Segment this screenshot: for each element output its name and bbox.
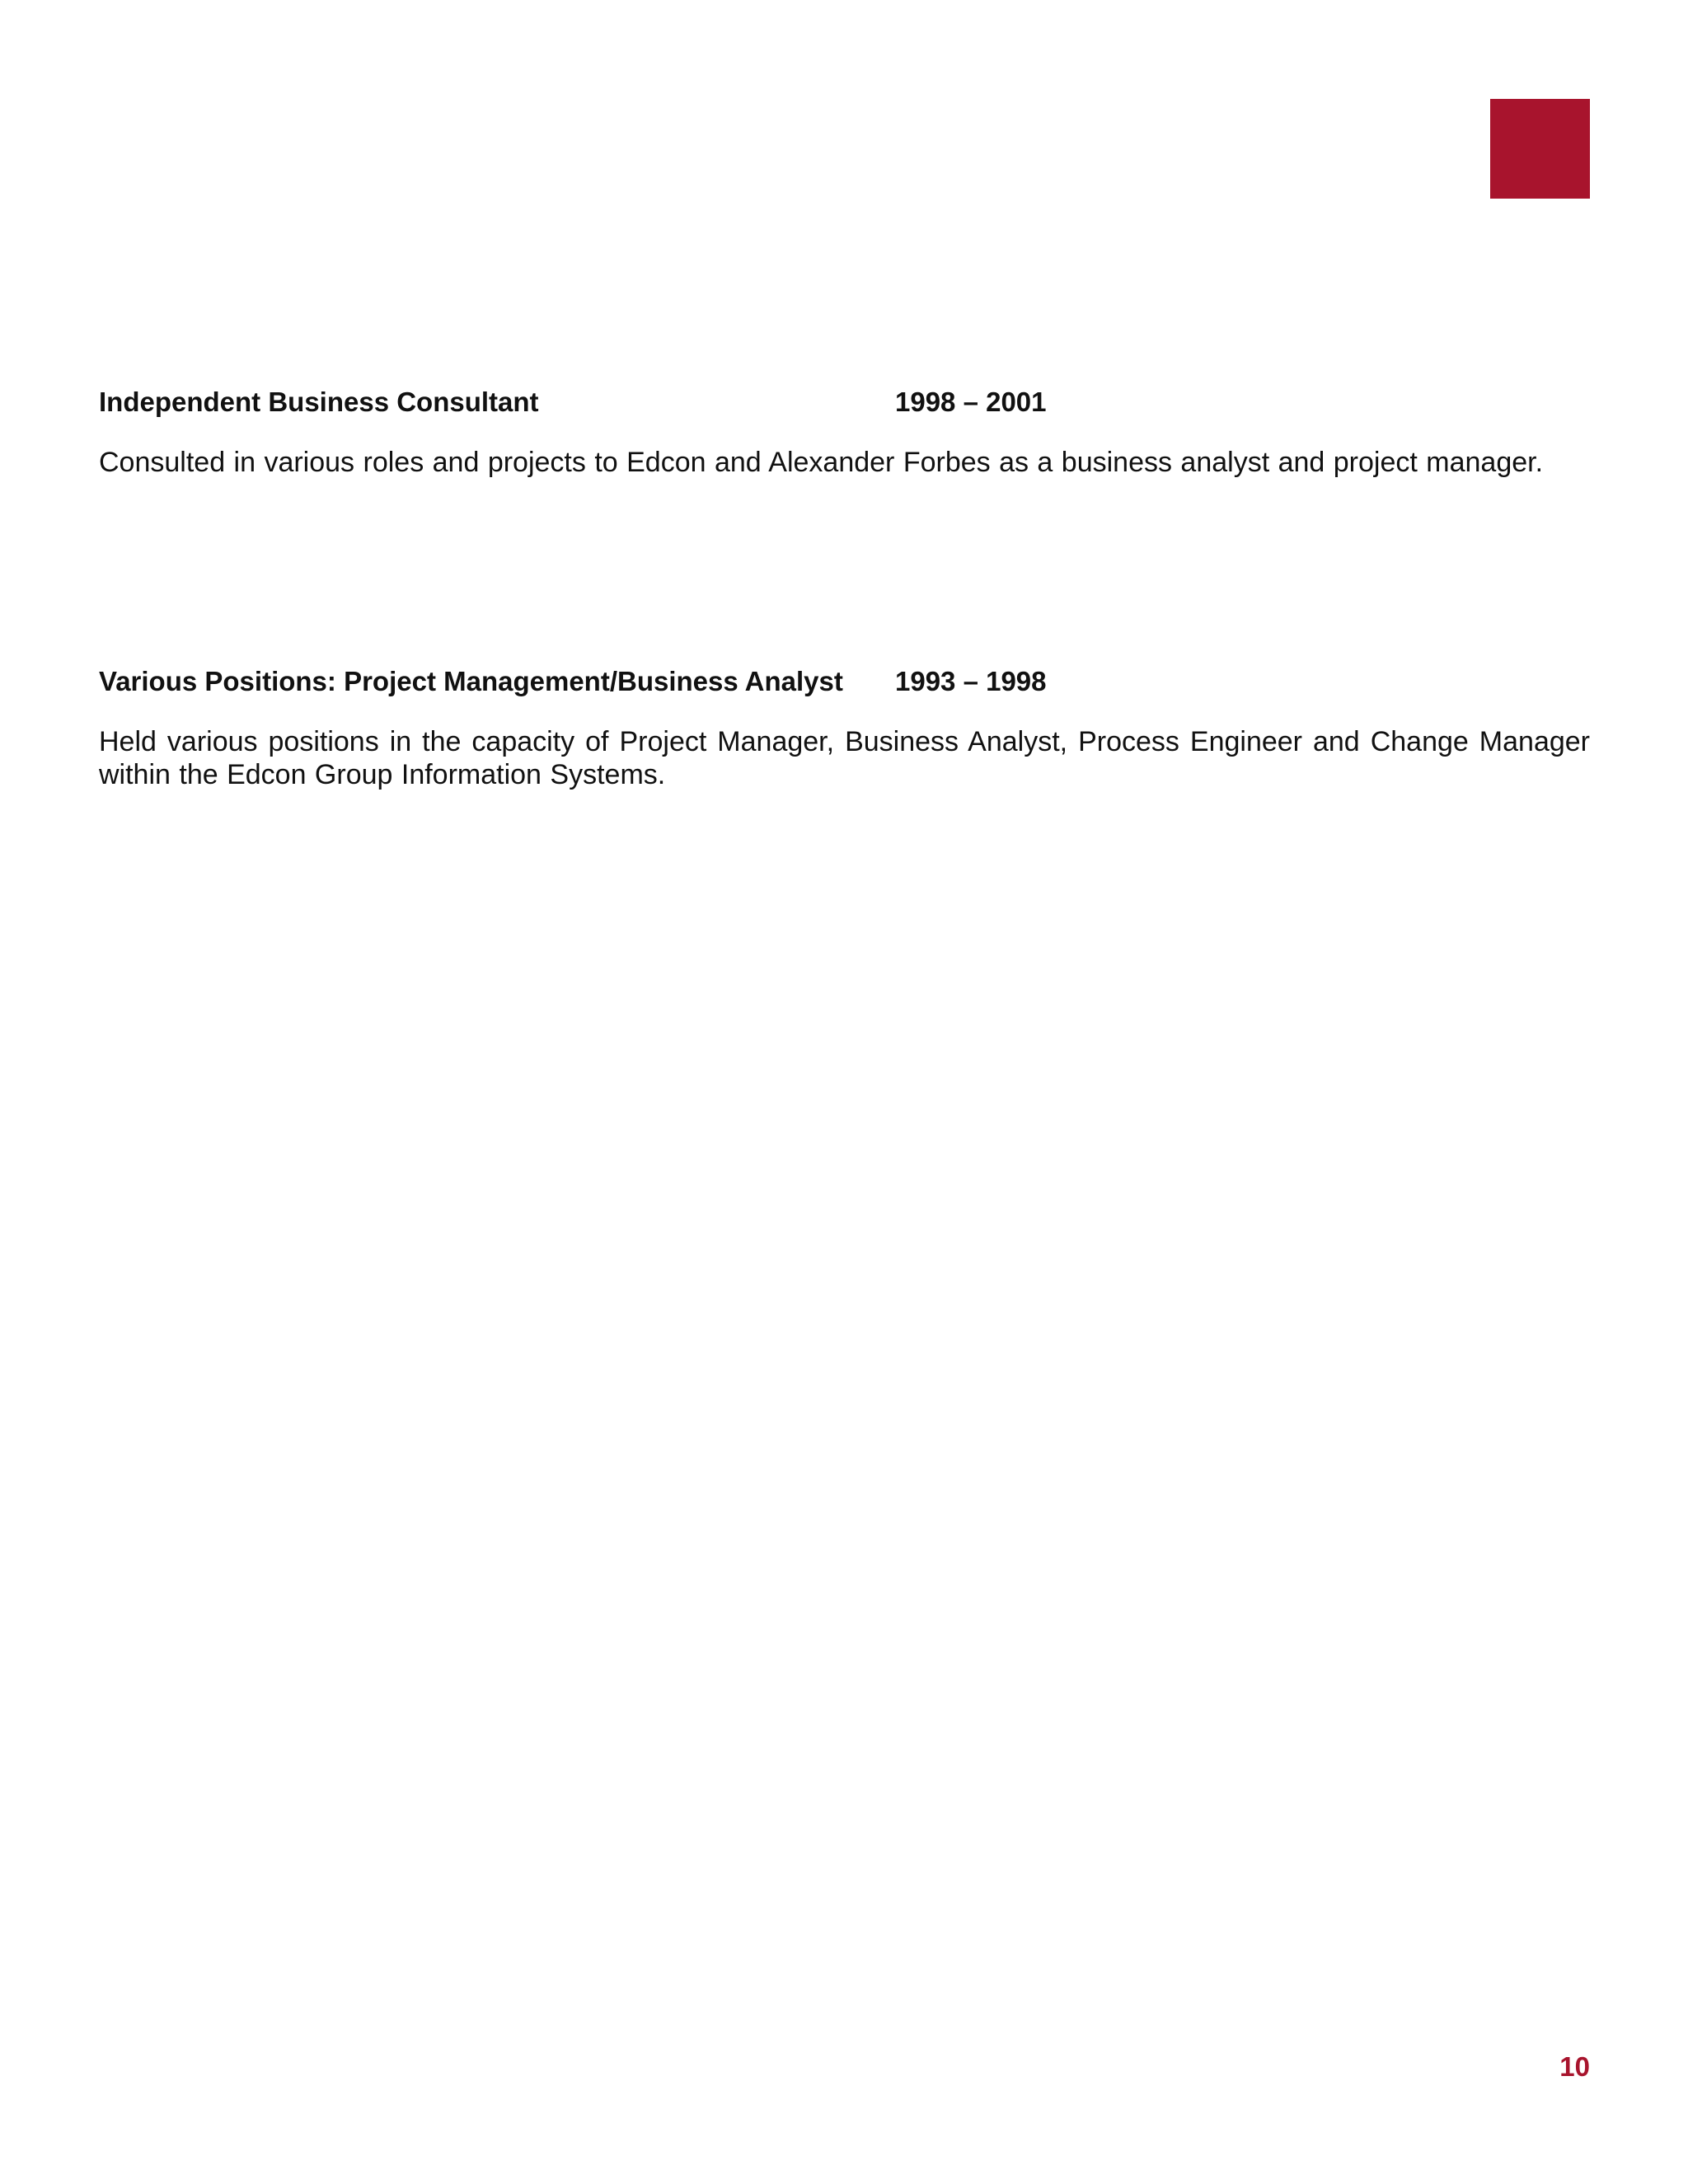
corner-square-decoration [1490,99,1590,199]
entry-title: Independent Business Consultant [99,387,539,417]
entry-title: Various Positions: Project Management/Business Analyst [99,666,843,696]
entry-header [99,384,1590,420]
entry-header [99,663,1590,700]
experience-entry-independent-consultant [99,384,1590,479]
entry-description: Held various positions in the capacity of Project Manager, Business Analyst, Process Engineer and Change Manager within the Edcon Group Information Systems. [99,726,1590,790]
entry-years: 1998 – 2001 [895,387,1047,417]
page-number: 10 [1559,2051,1590,2082]
entry-years: 1993 – 1998 [895,666,1047,696]
experience-entry-various-positions [99,663,1590,791]
entry-description: Consulted in various roles and projects to Edcon and Alexander Forbes as a business analyst and project manager. [99,447,1544,478]
